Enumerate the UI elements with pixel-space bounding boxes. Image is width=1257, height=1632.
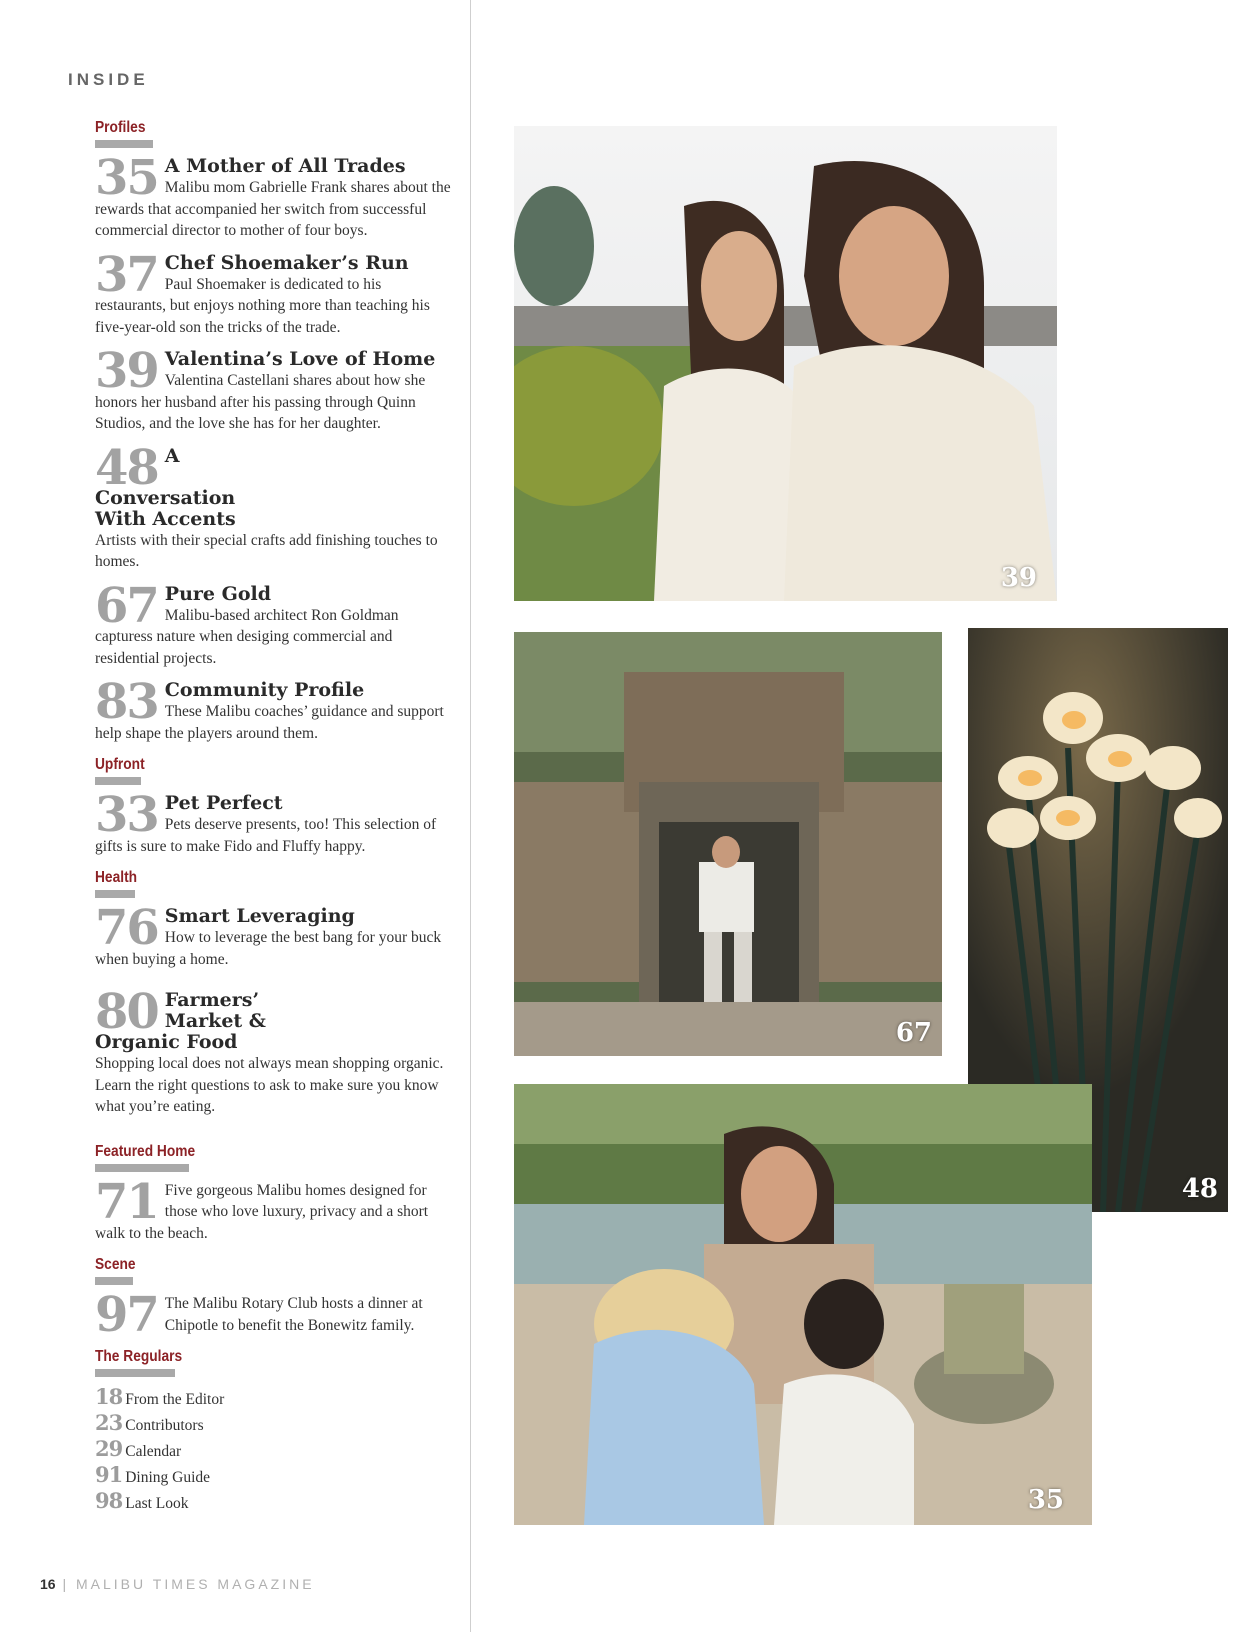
entry-description: Valentina Castellani shares about how she honors her husband after his passing through Quinn Studios, and the love she has for her daughter.: [95, 372, 426, 432]
page-number: 91: [95, 1462, 123, 1487]
entry-title: A Mother of All Trades: [164, 155, 406, 177]
section-bar: [95, 1369, 175, 1377]
page-number: 39: [95, 343, 158, 399]
entry-description: Malibu-based architect Ron Goldman capturess nature when desiging commercial and residential projects.: [95, 606, 399, 667]
section-regulars: [95, 1347, 455, 1515]
footer-page-number: 16: [40, 1576, 56, 1592]
toc-entry[interactable]: [95, 900, 455, 970]
photo-mother-children[interactable]: [514, 1084, 1092, 1525]
column-divider: [470, 0, 471, 1632]
toc-entry[interactable]: [95, 439, 455, 573]
section-bar: [95, 777, 141, 785]
entry-title: Smart Leveraging: [164, 905, 355, 927]
regular-label: Contributors: [125, 1417, 204, 1434]
photo-mother-daughter[interactable]: [514, 126, 1057, 601]
toc-entry[interactable]: [95, 787, 455, 857]
toc-entry[interactable]: [95, 343, 455, 435]
regular-label: From the Editor: [125, 1391, 225, 1408]
entry-title: Pet Perfect: [164, 792, 283, 814]
photo-stone-doorway[interactable]: [514, 632, 942, 1056]
footer-separator: |: [55, 1576, 76, 1592]
page-number: 83: [95, 674, 158, 730]
regular-item[interactable]: [95, 1385, 455, 1411]
page-number: 76: [95, 900, 158, 956]
page-number: 37: [95, 246, 158, 303]
regular-label: Dining Guide: [125, 1469, 211, 1486]
section-label: Profiles: [95, 119, 146, 136]
entry-description: These Malibu coaches’ guidance and support help shape the players around them.: [95, 703, 444, 742]
inside-kicker: INSIDE: [68, 70, 149, 89]
section-upfront: [95, 755, 455, 857]
regular-label: Calendar: [125, 1443, 182, 1460]
section-label: The Regulars: [95, 1348, 183, 1365]
page-number: 67: [95, 577, 158, 634]
page-number: 35: [95, 150, 158, 206]
section-bar: [95, 1164, 189, 1172]
regular-item[interactable]: [95, 1489, 455, 1515]
toc-entry[interactable]: [95, 1173, 455, 1245]
section-label: Health: [95, 869, 138, 886]
entry-description: Artists with their special crafts add finishing touches to homes.: [95, 531, 438, 570]
page-number: 48: [95, 439, 158, 496]
section-health: [95, 868, 455, 1118]
toc-entry[interactable]: [95, 577, 455, 670]
entry-description: Malibu mom Gabrielle Frank shares about the rewards that accompanied her switch from successful commercial director to mother of four boys.: [95, 179, 451, 239]
regular-item[interactable]: [95, 1437, 455, 1463]
photo-page-tag: 39: [1000, 563, 1037, 593]
section-label: Featured Home: [95, 1142, 196, 1160]
entry-description: Shopping local does not always mean shopping organic. Learn the right questions to ask to make sure you know what you’re eating.: [95, 1055, 444, 1115]
toc-entry[interactable]: [95, 150, 455, 242]
entry-description: The Malibu Rotary Club hosts a dinner at Chipotle to benefit the Bonewitz family.: [164, 1295, 423, 1334]
regular-label: Last Look: [125, 1495, 189, 1512]
section-bar: [95, 1277, 133, 1285]
photo-mother-children-image: [514, 1084, 1092, 1525]
entry-title: Valentina’s Love of Home: [164, 348, 436, 370]
page-number: 80: [95, 984, 158, 1040]
page-number: 33: [95, 787, 158, 843]
regular-item[interactable]: [95, 1411, 455, 1437]
page-number: 29: [95, 1436, 123, 1461]
toc-entry[interactable]: [95, 674, 455, 744]
entry-description: Pets deserve presents, too! This selection of gifts is sure to make Fido and Fluffy happy.: [95, 816, 437, 855]
toc-entry[interactable]: [95, 246, 455, 339]
page-number: 18: [95, 1384, 123, 1409]
page-number: 98: [95, 1488, 123, 1513]
photo-stone-doorway-image: [514, 632, 942, 1056]
section-profiles: [95, 118, 455, 744]
entry-description: Five gorgeous Malibu homes designed for those who love luxury, privacy and a short walk to the beach.: [95, 1181, 429, 1242]
section-bar: [95, 890, 135, 898]
photo-page-tag: 48: [1181, 1174, 1218, 1204]
entry-description: How to leverage the best bang for your buck when buying a home.: [95, 929, 442, 968]
contents-column: [95, 118, 455, 1525]
entry-description: Paul Shoemaker is dedicated to his restaurants, but enjoys nothing more than teaching his five-year-old son the tricks of the trade.: [95, 275, 430, 336]
entry-title: Pure Gold: [164, 582, 272, 605]
section-featured-home: [95, 1142, 455, 1245]
photo-page-tag: 67: [895, 1018, 932, 1048]
regular-item[interactable]: [95, 1463, 455, 1489]
photo-mother-daughter-image: [514, 126, 1057, 601]
section-scene: [95, 1255, 455, 1343]
entry-title: Community Profile: [164, 679, 365, 701]
entry-title: A Conversation With Accents: [95, 444, 236, 530]
toc-entry[interactable]: [95, 984, 455, 1118]
toc-entry[interactable]: [95, 1287, 455, 1343]
section-label: Scene: [95, 1256, 136, 1273]
page-number: 23: [95, 1410, 123, 1435]
page-footer: [40, 1576, 315, 1592]
footer-publication: MALIBU TIMES MAGAZINE: [76, 1576, 315, 1592]
section-bar: [95, 140, 153, 148]
entry-title: Farmers’ Market & Organic Food: [95, 989, 266, 1053]
entry-title: Chef Shoemaker’s Run: [164, 251, 409, 274]
photo-page-tag: 35: [1027, 1485, 1064, 1515]
page-number: 97: [95, 1287, 158, 1343]
section-label: Upfront: [95, 756, 145, 773]
page-number: 71: [95, 1173, 158, 1230]
